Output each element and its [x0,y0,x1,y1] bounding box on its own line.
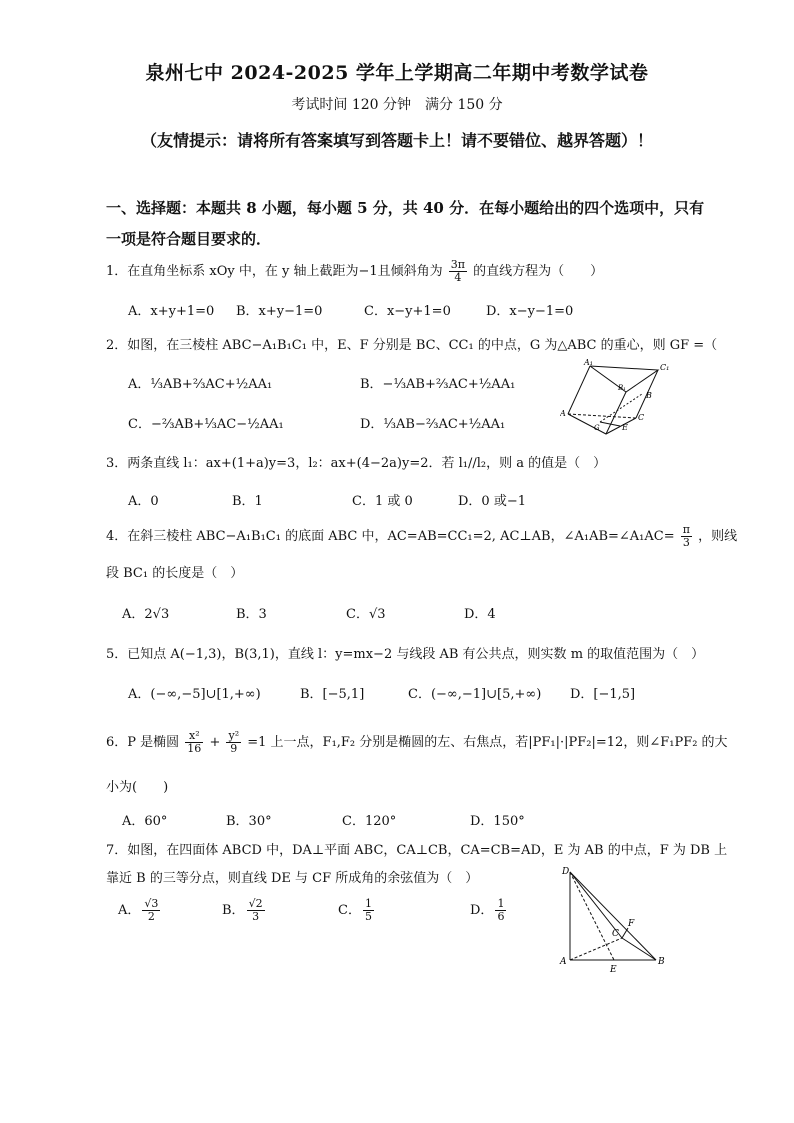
q6-option-b[interactable]: B．30° [226,814,272,829]
q1-option-d[interactable]: D．x−y−1=0 [486,304,574,319]
option-fraction [247,898,265,923]
fraction-numerator: y² [228,729,240,742]
option-fraction [495,898,506,923]
q3-option-d[interactable]: D．0 或−1 [458,494,526,509]
q7-option-d[interactable] [470,898,508,923]
section-heading-line2: 一项是符合题目要求的． [106,230,272,248]
fraction-denominator: 9 [230,742,238,755]
fraction-numerator: 1 [497,897,505,910]
fraction-denominator: 3 [252,910,260,923]
q5-option-a[interactable]: A．(−∞,−5]∪[1,+∞) [128,687,261,702]
tetra-label-b: B [658,957,665,967]
tetra-label-d: D [562,867,570,877]
prism-label-b: B [646,391,652,400]
q1-option-a[interactable]: A．x+y+1=0 [128,304,215,319]
question-7-stem-line2: 靠近 B 的三等分点，则直线 DE 与 CF 所成角的余弦值为（ ） [106,871,479,886]
q2-option-a[interactable]: A．⅓AB+⅔AC+½AA₁ [128,377,273,392]
fraction-denominator: 16 [187,742,202,755]
option-fraction [363,898,374,923]
q2-option-d[interactable]: D．⅓AB−⅔AC+½AA₁ [360,417,506,432]
q7-option-a[interactable] [118,898,162,923]
option-label: D． [470,903,494,918]
option-label: C． [338,903,361,918]
q6-option-a[interactable]: A．60° [122,814,168,829]
tetra-label-e: E [610,965,617,975]
question-6-fraction-x [185,730,203,755]
q2-option-c[interactable]: C．−⅔AB+⅓AC−½AA₁ [128,417,284,432]
fraction-numerator: √2 [248,897,263,910]
fraction-numerator: x² [185,730,203,743]
q4-option-d[interactable]: D．4 [464,607,496,622]
question-4-stem: 4．在斜三棱柱 ABC−A₁B₁C₁ 的底面 ABC 中，AC=AB=CC₁=2, AC⊥AB，∠A₁AB=∠A₁AC= [106,529,675,544]
question-1-fraction [449,259,467,284]
q4-option-b[interactable]: B．3 [236,607,267,622]
exam-tip: （友情提示：请将所有答案填写到答题卡上！请不要错位、越界答题）！ [140,131,653,150]
question-6 [106,729,728,755]
fraction-denominator: 5 [364,910,372,923]
section-heading-line1: 一、选择题：本题共 8 小题，每小题 5 分，共 40 分．在每小题给出的四个选项中，只有 [106,199,705,217]
question-3-stem: 3．两条直线 l₁：ax+(1+a)y=3，l₂：ax+(4−2a)y=2．若 l₁//l₂，则 a 的值是（ ） [106,456,607,471]
prism-label-c1: C₁ [660,363,670,372]
question-1-stem-end: 的直线方程为（ ） [473,264,604,279]
q3-option-b[interactable]: B．1 [232,494,263,509]
tetra-label-c: C [612,929,619,939]
option-fraction [142,898,160,923]
question-1-stem: 1．在直角坐标系 xOy 中，在 y 轴上截距为−1且倾斜角为 [106,264,443,279]
q3-option-c[interactable]: C．1 或 0 [352,494,413,509]
option-label: B． [222,903,245,918]
q7-option-c[interactable] [338,898,376,923]
q1-option-c[interactable]: C．x−y+1=0 [364,304,451,319]
q7-option-b[interactable] [222,898,267,923]
q5-option-c[interactable]: C．(−∞,−1]∪[5,+∞) [408,687,542,702]
question-4-stem-line2: 段 BC₁ 的长度是（ ） [106,566,244,581]
fraction-numerator: √3 [144,897,159,910]
fraction-denominator: 6 [497,910,505,923]
q4-option-a[interactable]: A．2√3 [122,607,170,622]
q1-option-b[interactable]: B．x+y−1=0 [236,304,323,319]
tetra-label-a: A [560,957,567,967]
question-4-stem-end: ，则线 [698,529,738,544]
question-4-fraction [681,524,692,549]
question-1 [106,259,706,284]
q4-option-c[interactable]: C．√3 [346,607,386,622]
prism-label-b1: B₁ [618,384,626,392]
prism-label-g: G [594,424,600,432]
question-2-stem: 2．如图，在三棱柱 ABC−A₁B₁C₁ 中，E、F 分别是 BC、CC₁ 的中点，G 为△ABC 的重心，则 GF =（ [106,338,718,353]
question-5-stem: 5．已知点 A(−1,3)，B(3,1)，直线 l：y=mx−2 与线段 AB 有公共点，则实数 m 的取值范围为（ ） [106,647,705,662]
prism-figure [560,358,680,444]
q5-option-d[interactable]: D．[−1,5] [570,687,636,702]
fraction-denominator: 3 [682,536,690,549]
fraction-numerator: 1 [364,897,372,910]
option-label: A． [118,903,141,918]
plus-sign: + [209,735,221,750]
tetra-label-f: F [628,919,635,929]
prism-label-a: A [560,409,566,418]
q5-option-b[interactable]: B．[−5,1] [300,687,365,702]
prism-label-c: C [638,413,645,422]
fraction-numerator: π [682,523,690,536]
fraction-numerator: 3π [450,258,466,271]
exam-title: 泉州七中 2024-2025 学年上学期高二年期中考数学试卷 [145,62,649,84]
exam-subtitle: 考试时间 120 分钟 满分 150 分 [291,97,503,113]
q2-option-b[interactable]: B．−⅓AB+⅔AC+½AA₁ [360,377,516,392]
question-6-fraction-y [226,730,241,755]
fraction-denominator: 2 [147,910,155,923]
question-4 [106,523,738,549]
prism-label-a1: A₁ [584,358,593,367]
prism-label-e: E [622,423,628,432]
question-6-stem-line2: 小为( ) [106,780,169,795]
q3-option-a[interactable]: A．0 [128,494,159,509]
q6-option-c[interactable]: C．120° [342,814,397,829]
question-7-stem: 7．如图，在四面体 ABCD 中，DA⊥平面 ABC，CA⊥CB，CA=CB=AD，E 为 AB 的中点，F 为 DB 上 [106,843,728,858]
question-6-stem: 6．P 是椭圆 [106,735,180,750]
question-6-stem-end: =1 上一点，F₁,F₂ 分别是椭圆的左、右焦点，若|PF₁|·|PF₂|=12，则∠F₁PF₂ 的大 [247,735,728,750]
tetrahedron-figure [556,866,676,976]
fraction-denominator: 4 [454,271,462,284]
q6-option-d[interactable]: D．150° [470,814,525,829]
